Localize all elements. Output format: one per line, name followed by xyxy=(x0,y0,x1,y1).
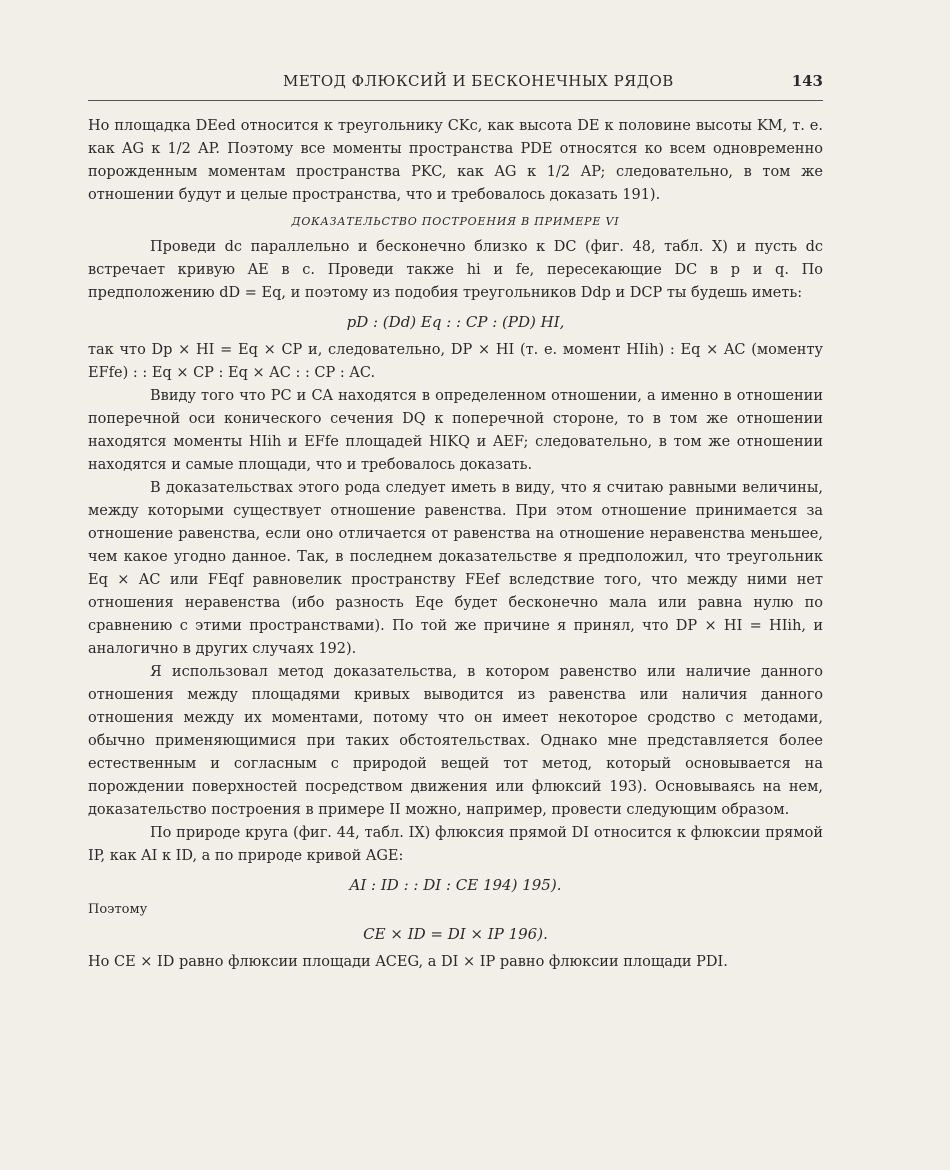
page-number: 143 xyxy=(791,72,823,90)
page-body xyxy=(88,115,823,974)
section-heading: ДОКАЗАТЕЛЬСТВО ПОСТРОЕНИЯ В ПРИМЕРЕ VI xyxy=(291,215,620,228)
formula-curve: AI : ID : : DI : CE 194) 195). xyxy=(349,876,562,894)
paragraph-8: Но CE × ID равно флюксии площади ACEG, а DI × IP равно флюксии площади PDI. xyxy=(88,954,728,970)
paragraph-4: Ввиду того что PC и CA находятся в определенном отношении, а именно в отношении поперечной оси конического сечения DQ к поперечной стороне, то в том же отношении находятся моменты HIih и EFfe площадей HIKQ и AEF; следовательно, в том же отношении находятся и самые площади, что и требовалось доказать. xyxy=(88,388,823,473)
paragraph-6: Я использовал метод доказательства, в котором равенство или наличие данного отношения между площадями кривых выводится из равенства или наличия данного отношения между их моментами, потому что он имеет некоторое сродство с методами, обычно применяющимися при таких обстоятельствах. Однако мне представляется более естественным и согласным с природой вещей тот метод, который основывается на порождении поверхностей посредством движения или флюксий 193). Основываясь на нем, доказательство построения в примере II можно, например, провести следующим образом. xyxy=(88,664,823,818)
paragraph-3: так что Dp × HI = Eq × CP и, следовательно, DP × HI (т. е. момент HIih) : Eq × AC (моменту EFfe) : : Eq × CP : Eq × AC : : CP : AC. xyxy=(88,342,823,381)
paragraph-1: Но площадка DEed относится к треугольнику CKc, как высота DE к половине высоты KM, т. е. как AG к 1/2 AP. Поэтому все моменты пространства PDE относятся ко всем одновременно порожденным моментам пространства PKC, как AG к 1/2 AP; следовательно, в том же отношении будут и целые пространства, что и требовалось доказать 191). xyxy=(88,118,823,203)
running-title: МЕТОД ФЛЮКСИЙ И БЕСКОНЕЧНЫХ РЯДОВ xyxy=(283,72,674,90)
formula-proportion: pD : (Dd) Eq : : CP : (PD) HI, xyxy=(346,313,565,331)
paragraph-5: В доказательствах этого рода следует иметь в виду, что я считаю равными величины, между которыми существует отношение равенства. При этом отношение принимается за отношение равенства, если оно отличается от равенства на отношение неравенства меньшее, чем какое угодно данное. Так, в последнем доказательстве я предположил, что треугольник Eq × AC или FEqf равновелик пространству FEef вследствие того, что между ними нет отношения неравенства (ибо разность Eqe будет бесконечно мала или равна нулю по сравнению с этими пространствами). По той же причине я принял, что DP × HI = HIih, и аналогично в других случаях 192). xyxy=(88,480,823,657)
page-header xyxy=(88,70,823,101)
paragraph-2: Проведи dc параллельно и бесконечно близко к DC (фиг. 48, табл. X) и пусть dc встречает кривую AE в c. Проведи также hi и fe, пересекающие DC в p и q. По предположению dD = Eq, и поэтому из подобия треугольников Ddp и DCP ты будешь иметь: xyxy=(88,239,823,301)
formula-fluxion: CE × ID = DI × IP 196). xyxy=(363,925,548,943)
poetomu-line: Поэтому xyxy=(88,902,148,917)
paragraph-7: По природе круга (фиг. 44, табл. IX) флюксия прямой DI относится к флюксии прямой IP, как AI к ID, а по природе кривой AGE: xyxy=(88,825,823,864)
